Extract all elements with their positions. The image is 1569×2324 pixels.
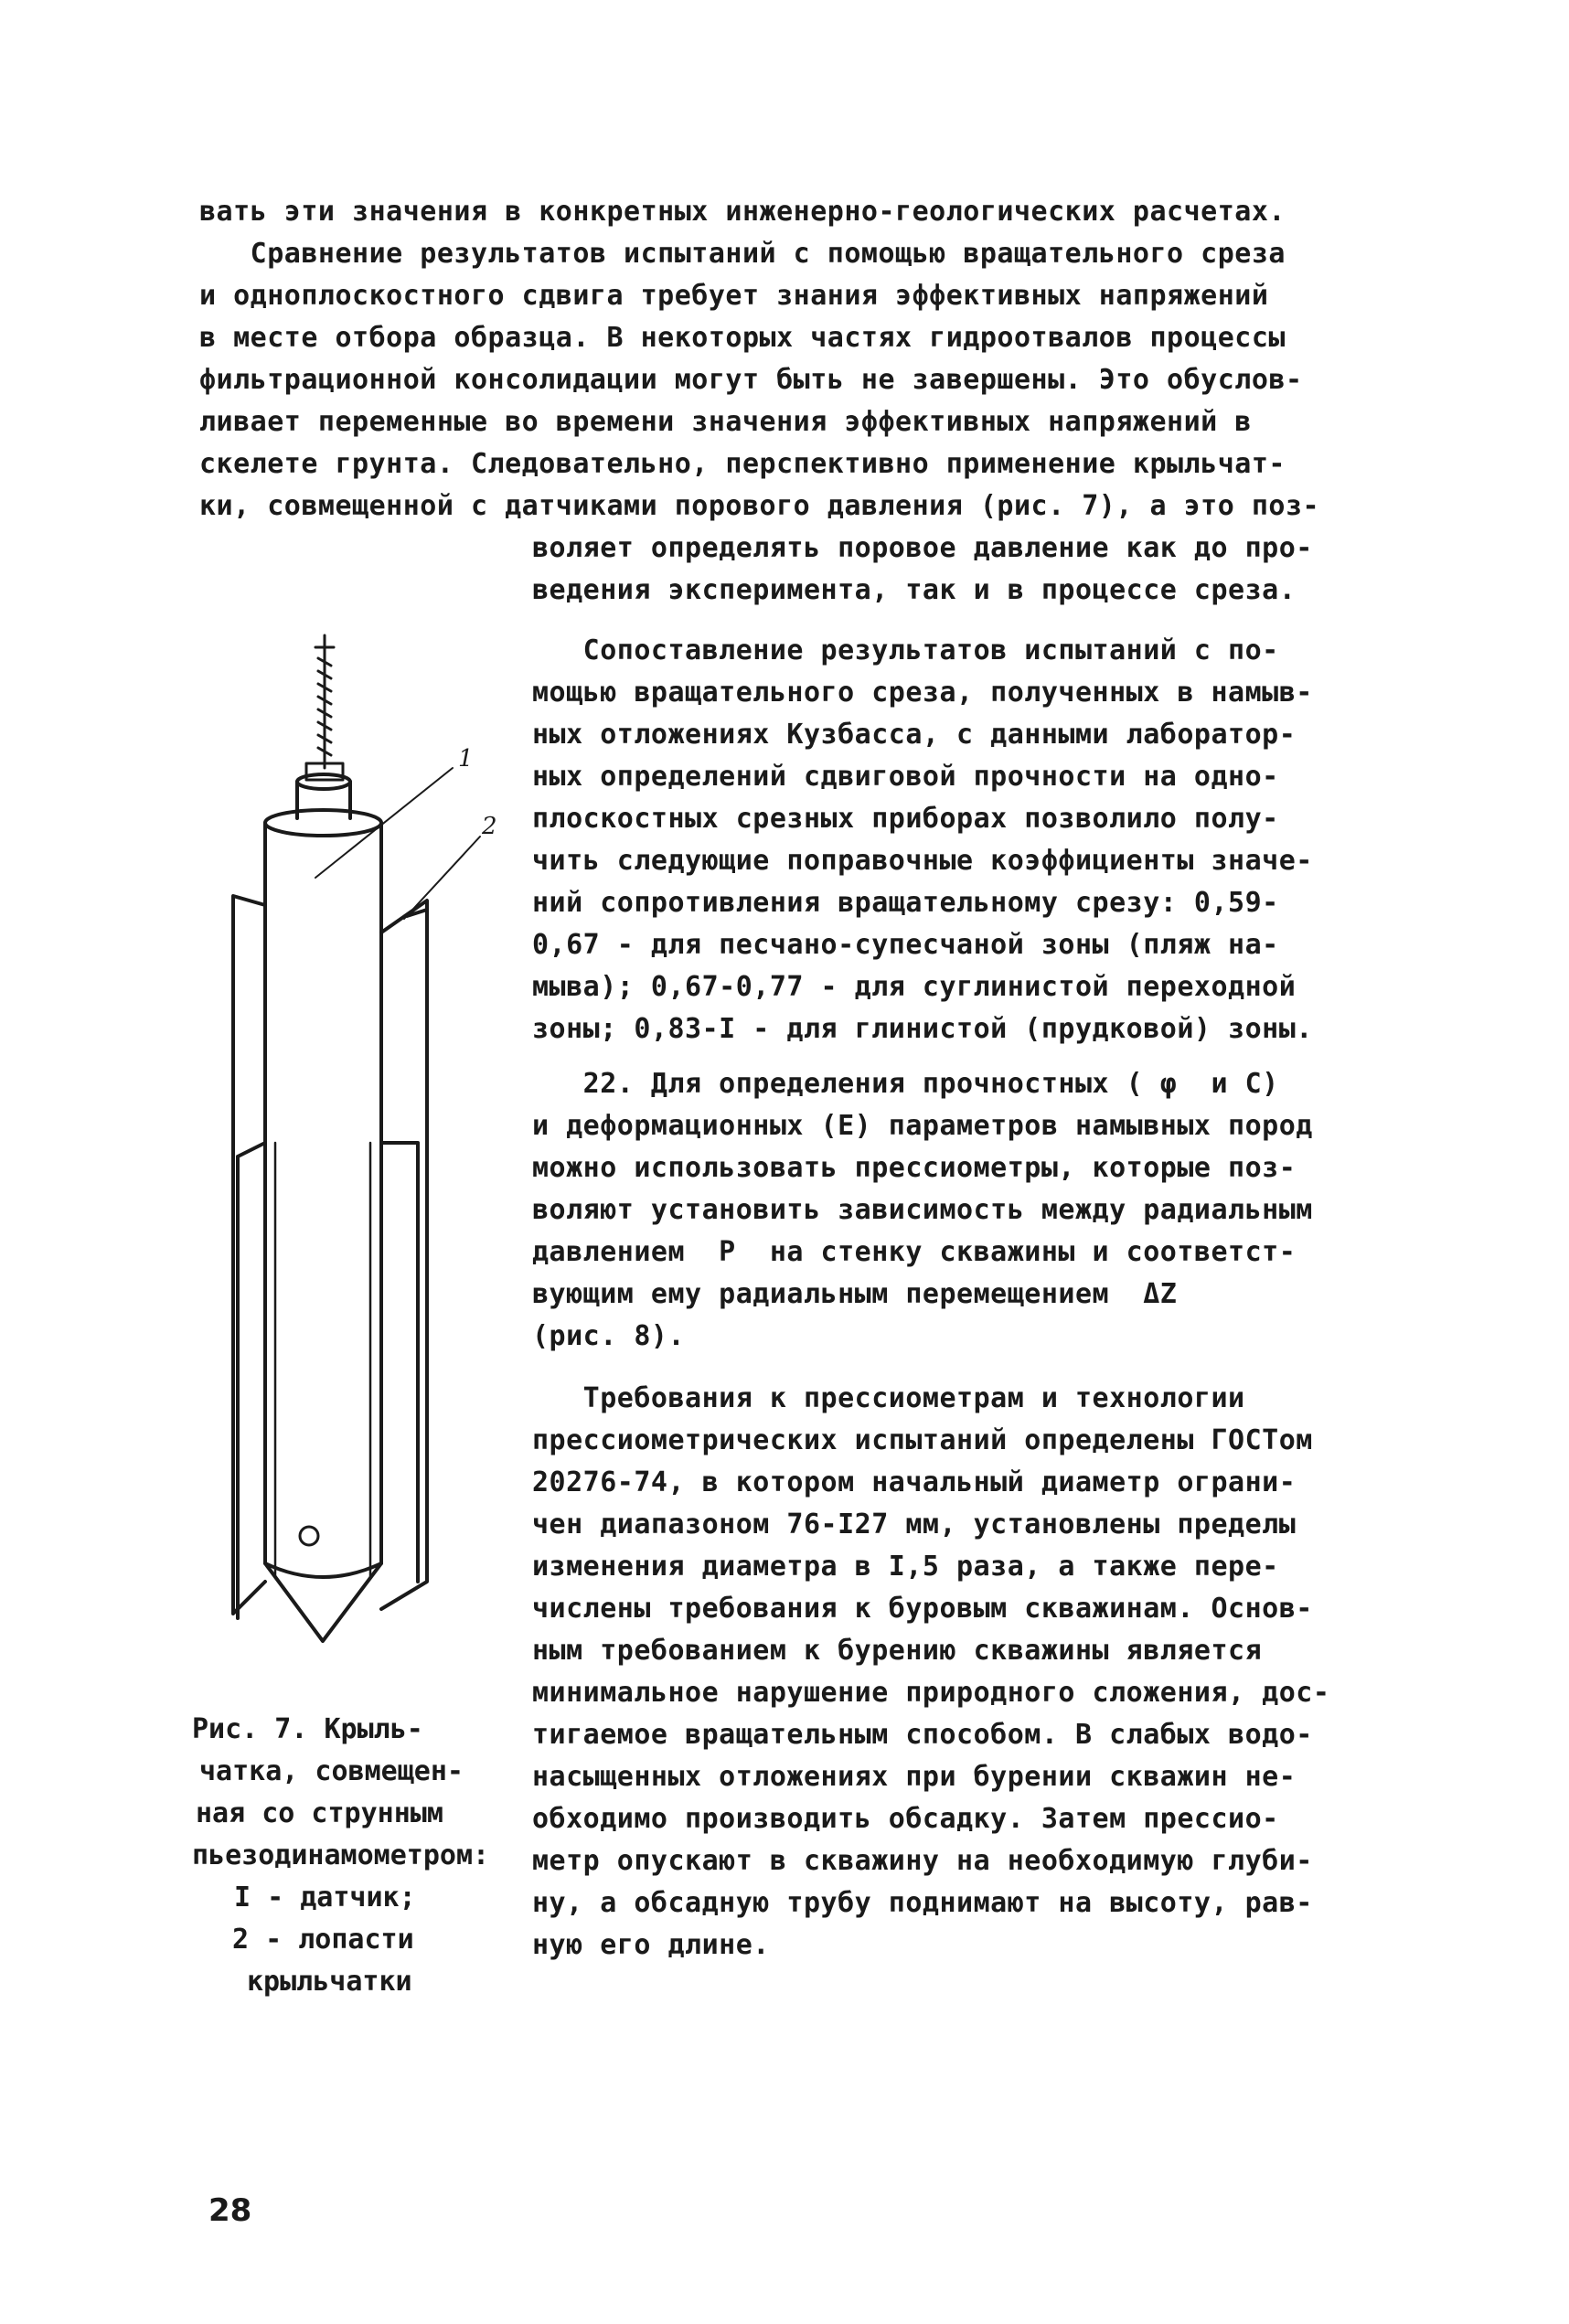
paragraph-line: чить следующие поправочные коэффициенты значе- bbox=[532, 845, 1313, 877]
paragraph-line: ки, совмещенной с датчиками порового давления (рис. 7), а это поз- bbox=[199, 490, 1320, 522]
paragraph-line: Сопоставление результатов испытаний с по- bbox=[532, 634, 1279, 666]
paragraph-line: вать эти значения в конкретных инженерно-геологических расчетах. bbox=[199, 196, 1286, 228]
paragraph-line: воляют установить зависимость между радиальным bbox=[532, 1194, 1313, 1226]
paragraph-line: изменения диаметра в I,5 раза, а также пере- bbox=[532, 1551, 1279, 1583]
paragraph-line: (рис. 8). bbox=[532, 1320, 686, 1352]
paragraph-line: фильтрационной консолидации могут быть не завершены. Это обуслов- bbox=[199, 364, 1303, 396]
caption-line: ная со струнным bbox=[196, 1797, 443, 1829]
paragraph-line: ну, а обсадную трубу поднимают на высоту, рав- bbox=[532, 1887, 1313, 1919]
paragraph-line: прессиометрических испытаний определены ГОСТом bbox=[532, 1424, 1313, 1456]
figure-label-2: 2 bbox=[482, 813, 497, 840]
paragraph-line: насыщенных отложениях при бурении скважин не- bbox=[532, 1761, 1297, 1793]
paragraph-line: ливает переменные во времени значения эффективных напряжений в bbox=[199, 406, 1252, 438]
paragraph-line: чен диапазоном 76-I27 мм, установлены пределы bbox=[532, 1508, 1297, 1540]
paragraph-line: ных отложениях Кузбасса, с данными лаборатор- bbox=[532, 719, 1297, 751]
paragraph-line: ных определений сдвиговой прочности на одно- bbox=[532, 761, 1279, 793]
caption-line: крыльчатки bbox=[247, 1966, 412, 1998]
paragraph-line: мощью вращательного среза, полученных в намыв- bbox=[532, 677, 1313, 709]
paragraph-line: ную его длине. bbox=[532, 1929, 770, 1961]
paragraph-line: и деформационных (E) параметров намывных пород bbox=[532, 1110, 1313, 1142]
figure-label-1: 1 bbox=[458, 745, 474, 773]
paragraph-line: метр опускают в скважину на необходимую глуби- bbox=[532, 1845, 1313, 1877]
paragraph-line: обходимо производить обсадку. Затем прессио- bbox=[532, 1803, 1279, 1835]
paragraph-line: ведения эксперимента, так и в процессе среза. bbox=[532, 574, 1297, 606]
paragraph-line: 20276-74, в котором начальный диаметр ограни- bbox=[532, 1466, 1297, 1498]
paragraph-line: в месте отбора образца. В некоторых частях гидроотвалов процессы bbox=[199, 322, 1286, 354]
paragraph-line: числены требования к буровым скважинам. Основ- bbox=[532, 1593, 1313, 1625]
paragraph-line: давлением P на стенку скважины и соответст- bbox=[532, 1236, 1297, 1268]
paragraph-line: воляет определять поровое давление как до про- bbox=[532, 532, 1313, 564]
vane-figure bbox=[187, 631, 503, 1655]
paragraph-line: минимальное нарушение природного сложения, дос- bbox=[532, 1677, 1330, 1709]
paragraph-line: скелете грунта. Следовательно, перспективно применение крыльчат- bbox=[199, 448, 1286, 480]
paragraph-line: и одноплоскостного сдвига требует знания эффективных напряжений bbox=[199, 280, 1269, 312]
paragraph-line: вующим ему радиальным перемещением ΔZ bbox=[532, 1278, 1178, 1310]
caption-line: 2 - лопасти bbox=[232, 1924, 414, 1956]
paragraph-line: плоскостных срезных приборах позволило полу- bbox=[532, 803, 1279, 835]
caption-line: чатка, совмещен- bbox=[199, 1755, 464, 1787]
paragraph-line: зоны; 0,83-I - для глинистой (прудковой) зоны. bbox=[532, 1013, 1313, 1045]
caption-line: I - датчик; bbox=[234, 1882, 416, 1914]
paragraph-line: Сравнение результатов испытаний с помощью вращательного среза bbox=[199, 238, 1286, 270]
paragraph-line: можно использовать прессиометры, которые поз- bbox=[532, 1152, 1297, 1184]
paragraph-line: Требования к прессиометрам и технологии bbox=[532, 1382, 1245, 1414]
paragraph-line: ным требованием к бурению скважины является bbox=[532, 1635, 1263, 1667]
paragraph-line: мыва); 0,67-0,77 - для суглинистой переходной bbox=[532, 971, 1297, 1003]
paragraph-line: 22. Для определения прочностных ( φ и C) bbox=[532, 1068, 1279, 1100]
paragraph-line: тигаемое вращательным способом. В слабых водо- bbox=[532, 1719, 1313, 1751]
paragraph-line: 0,67 - для песчано-супесчаной зоны (пляж на- bbox=[532, 929, 1279, 961]
paragraph-line: ний сопротивления вращательному срезу: 0,59- bbox=[532, 887, 1279, 919]
page-number: 28 bbox=[208, 2192, 252, 2229]
caption-line: Рис. 7. Крыль- bbox=[192, 1713, 423, 1745]
caption-line: пьезодинамометром: bbox=[192, 1839, 490, 1871]
